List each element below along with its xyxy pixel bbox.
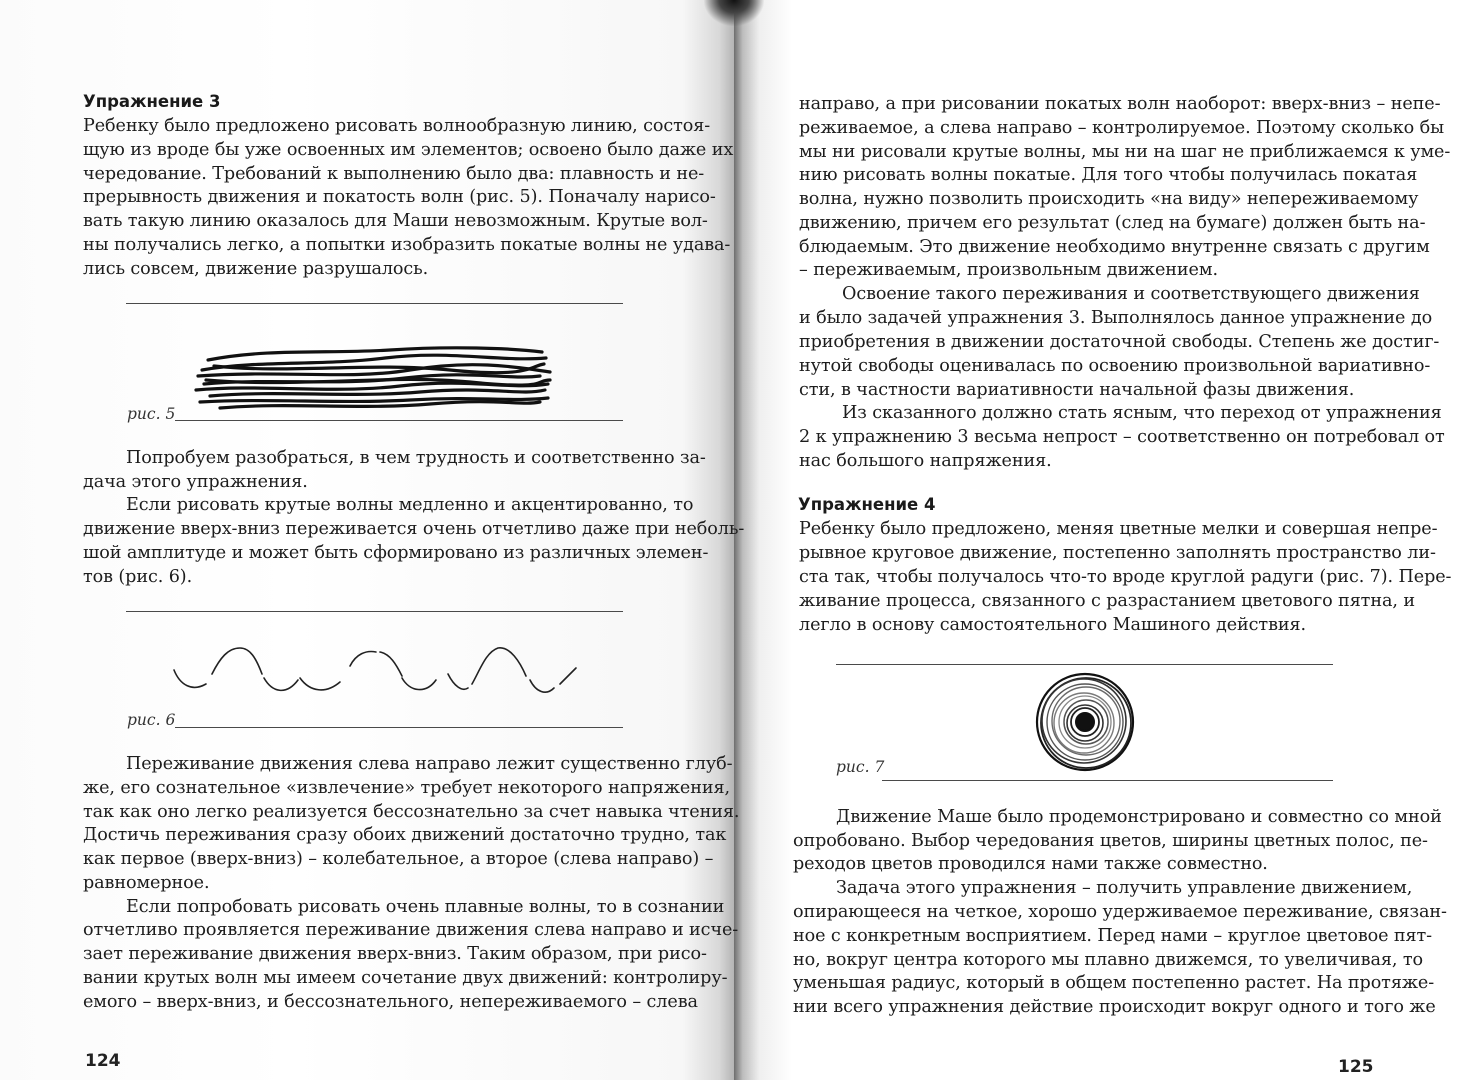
text-line: Из сказанного должно стать ясным, что переход от упражнения — [842, 403, 1442, 423]
text-line: Если рисовать крутые волны медленно и акцентированно, то — [126, 495, 694, 515]
text-line: мы ни рисовали крутые волны, мы ни на шаг не приближаемся к уме- — [799, 142, 1451, 162]
figure-7-caption: рис. 7 — [836, 758, 885, 776]
text-line: тов (рис. 6). — [83, 567, 193, 587]
text-line: – переживаемым, произвольным движением. — [799, 260, 1218, 280]
figure-5-top-rule — [126, 303, 623, 304]
figure-6-illustration — [170, 640, 585, 700]
text-line: отчетливо проявляется переживание движения слева направо и исче- — [83, 920, 739, 940]
text-line: и было задачей упражнения 3. Выполнялось данное упражнение до — [799, 308, 1433, 328]
text-line: как первое (вверх-вниз) – колебательное, а второе (слева направо) – — [83, 849, 714, 869]
text-line: зает переживание движения вверх-вниз. Таким образом, при рисо- — [83, 944, 707, 964]
text-line: нутой свободы оценивалась по освоению произвольной вариативно- — [799, 356, 1431, 376]
figure-6-bottom-rule — [175, 727, 623, 728]
text-line: живание процесса, связанного с разрастанием цветового пятна, и — [799, 591, 1415, 611]
text-line: сти, в частности вариативности начальной фазы движения. — [799, 380, 1355, 400]
text-line: дача этого упражнения. — [83, 472, 308, 492]
exercise-4-heading: Упражнение 4 — [798, 495, 936, 514]
text-line: так как оно легко реализуется бессознательно за счет навыка чтения. — [83, 802, 740, 822]
text-line: Ребенку было предложено, меняя цветные мелки и совершая непре- — [799, 519, 1438, 539]
text-line: Переживание движения слева направо лежит существенно глуб- — [126, 754, 733, 774]
text-line: движению, причем его результат (след на бумаге) должен быть на- — [799, 213, 1426, 233]
text-line: направо, а при рисовании покатых волн наоборот: вверх-вниз – непе- — [799, 94, 1441, 114]
text-line: нии всего упражнения действие происходит вокруг одного и того же — [793, 997, 1436, 1017]
text-line: блюдаемым. Это движение необходимо внутренне связать с другим — [799, 237, 1430, 257]
text-line: ста так, чтобы получалось что-то вроде круглой радуги (рис. 7). Пере- — [799, 567, 1452, 587]
text-line: Достичь переживания сразу обоих движений достаточно трудно, так — [83, 825, 727, 845]
figure-6-caption: рис. 6 — [127, 711, 176, 729]
text-line: Движение Маше было продемонстрировано и совместно со мной — [836, 807, 1442, 827]
text-line: приобретения в движении достаточной свободы. Степень же достиг- — [799, 332, 1440, 352]
text-line: же, его сознательное «извлечение» требует некоторого напряжения, — [83, 778, 730, 798]
text-line: вании крутых волн мы имеем сочетание двух движений: контролиру- — [83, 968, 728, 988]
text-line: ны получались легко, а попытки изобразить покатые волны не удава- — [83, 235, 731, 255]
exercise-3-heading: Упражнение 3 — [83, 92, 221, 111]
spine-shadow — [704, 0, 764, 26]
figure-7-bottom-rule — [882, 780, 1333, 781]
text-line: вать такую линию оказалось для Маши невозможным. Крутые вол- — [83, 211, 708, 231]
text-line: опробовано. Выбор чередования цветов, ширины цветных полос, пе- — [793, 831, 1428, 851]
text-line: Попробуем разобраться, в чем трудность и соответственно за- — [126, 448, 706, 468]
figure-7-top-rule — [836, 664, 1333, 665]
text-line: лись совсем, движение разрушалось. — [83, 259, 429, 279]
text-line: рывное круговое движение, постепенно заполнять пространство ли- — [799, 543, 1436, 563]
page-number-left: 124 — [85, 1051, 121, 1071]
text-line: нию рисовать волны покатые. Для того чтобы получилась покатая — [799, 165, 1418, 185]
text-line: щую из вроде бы уже освоенных им элементов; освоено было даже их — [83, 140, 734, 160]
text-line: Освоение такого переживания и соответствующего движения — [842, 284, 1420, 304]
text-line: реходов цветов проводился нами также совместно. — [793, 854, 1268, 874]
text-line: прерывность движения и покатость волн (рис. 5). Поначалу нарисо- — [83, 187, 716, 207]
figure-7-illustration — [1032, 670, 1140, 778]
figure-5-bottom-rule — [175, 420, 623, 421]
text-line: шой амплитуде и может быть сформировано из различных элемен- — [83, 543, 709, 563]
text-line: волна, нужно позволить происходить «на виду» непереживаемому — [799, 189, 1419, 209]
text-line: Если попробовать рисовать очень плавные волны, то в сознании — [126, 897, 725, 917]
figure-5-caption: рис. 5 — [127, 405, 176, 423]
figure-6-top-rule — [126, 611, 623, 612]
text-line: нас большого напряжения. — [799, 451, 1052, 471]
page-number-right: 125 — [1338, 1057, 1374, 1077]
text-line: но, вокруг центра которого мы плавно движемся, то увеличивая, то — [793, 950, 1423, 970]
text-line: емого – вверх-вниз, и бессознательного, непереживаемого – слева — [83, 992, 698, 1012]
figure-5-illustration — [190, 340, 560, 418]
text-line: Задача этого упражнения – получить управление движением, — [836, 878, 1413, 898]
text-line: легло в основу самостоятельного Машиного действия. — [799, 615, 1306, 635]
text-line: чередование. Требований к выполнению было два: плавность и не- — [83, 164, 705, 184]
text-line: 2 к упражнению 3 весьма непрост – соответственно он потребовал от — [799, 427, 1445, 447]
text-line: движение вверх-вниз переживается очень отчетливо даже при неболь- — [83, 519, 745, 539]
text-line: ное с конкретным восприятием. Перед нами – круглое цветовое пят- — [793, 926, 1433, 946]
text-line: реживаемое, а слева направо – контролируемое. Поэтому сколько бы — [799, 118, 1444, 138]
text-line: Ребенку было предложено рисовать волнообразную линию, состоя- — [83, 116, 711, 136]
text-line: опирающееся на четкое, хорошо удерживаемое переживание, связан- — [793, 902, 1447, 922]
text-line: равномерное. — [83, 873, 210, 893]
text-line: уменьшая радиус, который в общем постепенно растет. На протяже- — [793, 973, 1435, 993]
